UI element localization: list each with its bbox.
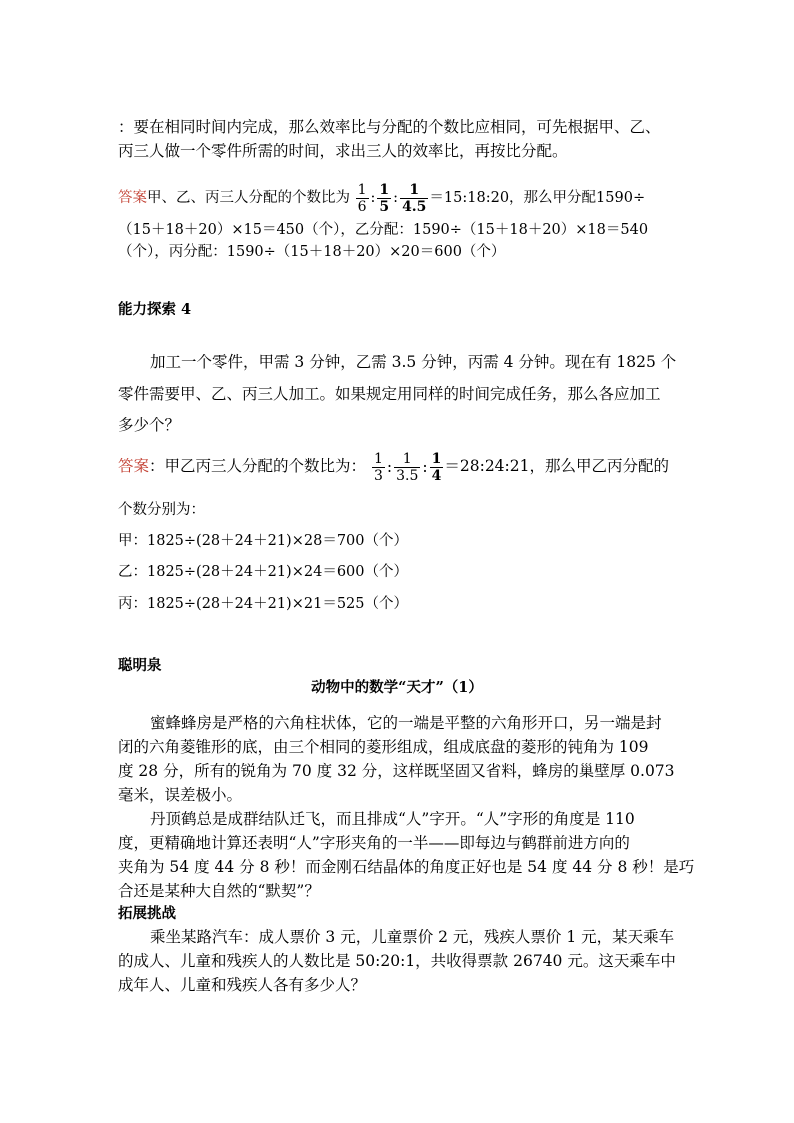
smart-p1-line-3: 度 28 分，所有的锐角为 70 度 32 分，这样既坚固又省料，蜂房的巢壁厚 0.073 xyxy=(118,762,675,780)
answer1-line-2: （15＋18＋20）×15＝450（个），乙分配：1590÷（15＋18＋20）×18＝540 xyxy=(118,222,649,238)
answer2-suffix: ＝28:24:21，那么甲乙丙分配的 xyxy=(444,457,669,475)
challenge-line-1: 乘坐某路汽车：成人票价 3 元，儿童票价 2 元，残疾人票价 1 元，某天乘车 xyxy=(150,928,675,946)
smart-heading: 聪明泉 xyxy=(118,657,162,674)
challenge-heading: 拓展挑战 xyxy=(118,905,176,922)
answer2-line-1: 答案：甲乙丙三人分配的个数比为： $\frac{1}{3}$ : $\frac{1}{3.5}$ : $\frac{1}{4}$ ＝28:24:21，那么甲乙丙分配的 xyxy=(118,450,669,484)
answer2-label: 答案 xyxy=(118,457,150,475)
section4-question-line-2: 零件需要甲、乙、丙三人加工。如果规定用同样的时间完成任务，那么各应加工 xyxy=(118,385,661,403)
answer2-fraction-2: $\frac{1}{3.5}$ xyxy=(396,450,419,484)
answer1-fraction-3: $\frac{1}{4.5}$ xyxy=(402,181,427,215)
answer1-fraction-2: $\frac{1}{5}$ xyxy=(379,181,390,215)
smart-p1-line-2: 闭的六角菱锥形的底，由三个相同的菱形组成，组成底盘的菱形的钝角为 109 xyxy=(118,738,649,756)
answer2-yi: 乙：1825÷(28＋24＋21)×24＝600（个） xyxy=(118,564,408,580)
answer2-jia: 甲：1825÷(28＋24＋21)×28＝700（个） xyxy=(118,533,408,549)
smart-p1-line-1: 蜜蜂蜂房是严格的六角柱状体，它的一端是平整的六角形开口，另一端是封 xyxy=(150,714,662,732)
answer1-line-3: （个），丙分配：1590÷（15＋18＋20）×20＝600（个） xyxy=(118,244,506,260)
answer2-bing: 丙：1825÷(28＋24＋21)×21＝525（个） xyxy=(118,596,408,612)
smart-p2-line-4: 合还是某种大自然的“默契”？ xyxy=(118,882,320,900)
answer1-suffix: ＝15:18:20，那么甲分配1590÷ xyxy=(429,190,646,206)
smart-p1-line-4: 毫米，误差极小。 xyxy=(118,786,243,804)
section4-question-line-1: 加工一个零件，甲需 3 分钟，乙需 3.5 分钟，丙需 4 分钟。现在有 1825 个 xyxy=(150,353,677,371)
section4-title: 能力探索 4 xyxy=(118,301,192,318)
section4-question-line-3: 多少个？ xyxy=(118,416,181,434)
challenge-line-2: 的成人、儿童和残疾人的人数比是 50:20:1，共收得票款 26740 元。这天乘车中 xyxy=(118,952,676,970)
answer2-prefix: ：甲乙丙三人分配的个数比为： xyxy=(149,457,367,475)
hint-line-2: 丙三人做一个零件所需的时间，求出三人的效率比，再按比分配。 xyxy=(118,142,568,160)
smart-p2-line-2: 度，更精确地计算还表明“人”字形夹角的一半——即每边与鹤群前进方向的 xyxy=(118,834,630,852)
answer1-label: 答案 xyxy=(118,190,147,206)
smart-p2-line-3: 夹角为 54 度 44 分 8 秒！而金刚石结晶体的角度正好也是 54 度 44 分 8 秒！是巧 xyxy=(118,858,695,876)
answer1-line-1: 答案甲、乙、丙三人分配的个数比为 $\frac{1}{6}$ : $\frac{1}{5}$ : $\frac{1}{4.5}$ ＝15:18:20，那么甲分配1590÷ xyxy=(118,181,646,215)
answer2-fraction-1: $\frac{1}{3}$ xyxy=(373,450,383,484)
answer1-prefix: 甲、乙、丙三人分配的个数比为 xyxy=(147,190,350,206)
hint-line-1: ：要在相同时间内完成，那么效率比与分配的个数比应相同，可先根据甲、乙、 xyxy=(118,118,661,136)
challenge-line-3: 成年人、儿童和残疾人各有多少人？ xyxy=(118,976,367,994)
answer2-fraction-3: $\frac{1}{4}$ xyxy=(431,450,442,484)
answer1-fraction-1: $\frac{1}{6}$ xyxy=(357,181,367,215)
answer2-line-2: 个数分别为： xyxy=(118,502,205,518)
smart-p2-line-1: 丹顶鹤总是成群结队迁飞，而且排成“人”字开。“人”字形的角度是 110 xyxy=(150,810,635,828)
smart-title: 动物中的数学“天才”（1） xyxy=(311,679,483,696)
